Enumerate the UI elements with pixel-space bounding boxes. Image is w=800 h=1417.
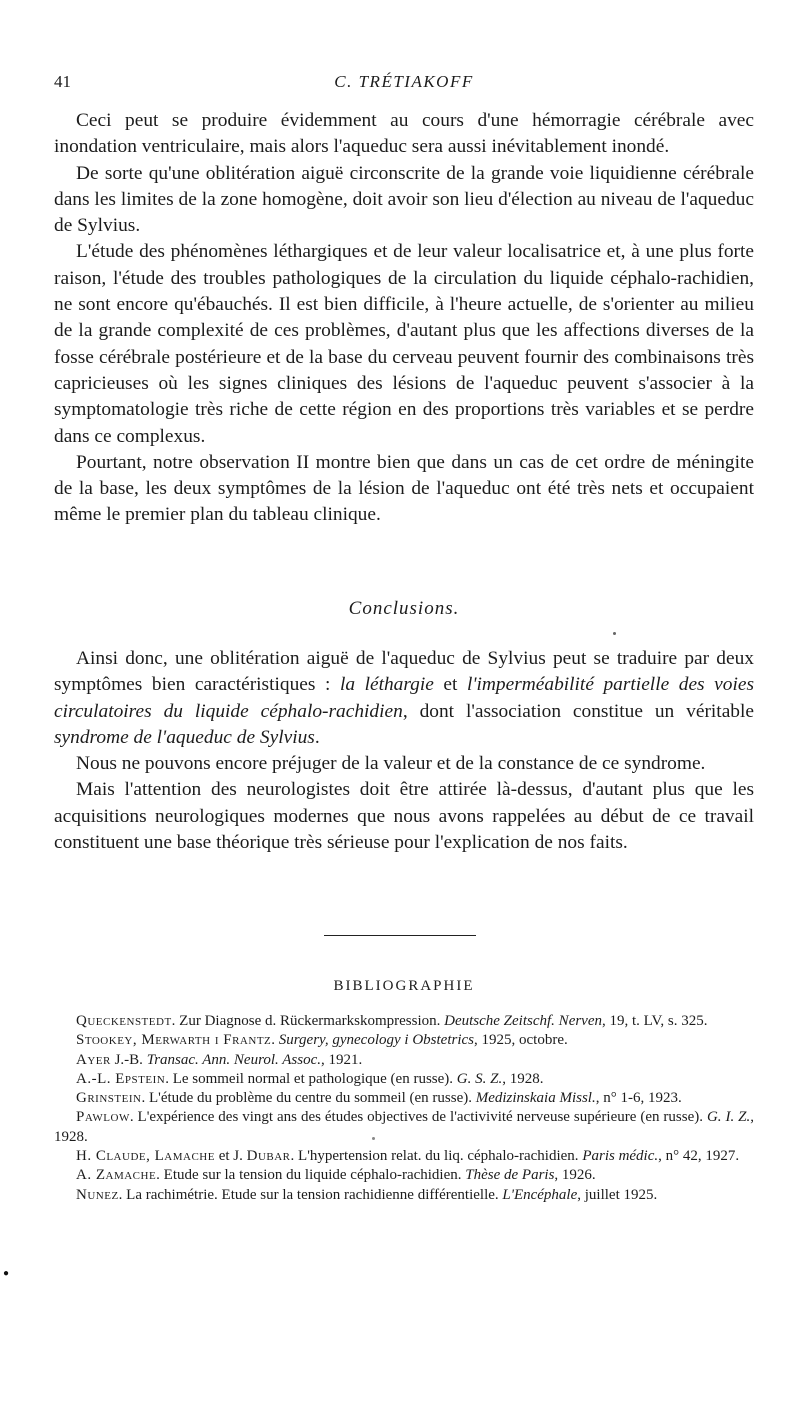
margin-bullet-icon: ●: [3, 1268, 10, 1279]
emphasis: la léthargie: [339, 674, 434, 696]
entry-text: . L'hypertension relat. du liq. céphalo-rachidien.: [290, 1148, 583, 1165]
bibliography-entry: [54, 1031, 754, 1050]
entry-text: .: [271, 1032, 279, 1049]
section-title: Conclusions.: [348, 598, 460, 619]
entry-source: Surgery, gynecology i Obstetrics: [278, 1032, 474, 1049]
entry-rest: , 1921.: [321, 1051, 363, 1068]
page-header: [54, 72, 754, 96]
entry-rest: , n° 1-6, 1923.: [595, 1090, 682, 1107]
paragraph: [54, 646, 754, 751]
paragraph: Pourtant, notre observation II montre bien que dans un cas de cet ordre de méningite de la base, les deux symptômes de la lésion de l'aqueduc ont été très nets et occupaient même le premier plan du tableau clinique.: [54, 451, 754, 526]
entry-text: . L'expérience des vingt ans des études objectives de l'activivité nerveuse supérieure (en russe).: [129, 1109, 707, 1126]
text-run: , dont l'association constitue un véritable: [402, 700, 754, 722]
bibliography-list: [54, 1012, 754, 1205]
print-speck: [372, 1137, 375, 1140]
entry-text: J.-B.: [110, 1051, 147, 1068]
print-speck: [613, 632, 616, 635]
bibliography-entry: [54, 1012, 754, 1031]
paragraph: De sorte qu'une oblitération aiguë circonscrite de la grande voie liquidienne cérébrale dans les limites de la zone homogène, doit avoir son lieu d'élection au niveau de l'aqueduc de Sylvius.: [54, 162, 754, 237]
bibliography-entry: [54, 1186, 754, 1205]
entry-rest: , n° 42, 1927.: [658, 1148, 740, 1165]
entry-author: Stookey, Merwarth i Frantz: [76, 1032, 272, 1049]
page-number: 41: [54, 72, 71, 91]
entry-author: Pawlow: [76, 1109, 130, 1126]
entry-rest: , 1926.: [554, 1167, 596, 1184]
emphasis: l'imperméabilité partielle des voies circulatoires du liquide céphalo-rachidien: [54, 674, 754, 722]
text-run: Ainsi donc, une oblitération aiguë de l'aqueduc de Sylvius peut se traduire par deux symptômes bien caractéristiques :: [54, 648, 754, 696]
entry-source: Thèse de Paris: [465, 1167, 555, 1184]
entry-rest: , 1925, octobre.: [474, 1032, 568, 1049]
entry-author: A.-L. Epstein: [76, 1070, 166, 1087]
entry-author: Nunez: [76, 1186, 119, 1203]
bibliography-entry: [54, 1108, 754, 1147]
paragraph: Ceci peut se produire évidemment au cours d'une hémorragie cérébrale avec inondation ventriculaire, mais alors l'aqueduc sera aussi inévitablement inondé.: [54, 110, 754, 158]
bibliography-entry: [54, 1147, 754, 1166]
bibliography-title: BIBLIOGRAPHIE: [333, 978, 475, 994]
entry-rest: , 19, t. LV, s. 325.: [602, 1013, 708, 1029]
conclusions-section: [54, 646, 754, 856]
running-head: C. TRÉTIAKOFF: [334, 72, 474, 91]
entry-rest: , juillet 1925.: [577, 1186, 658, 1203]
entry-rest: , 1928.: [502, 1070, 544, 1087]
paragraph: Nous ne pouvons encore préjuger de la valeur et de la constance de ce syndrome.: [76, 753, 706, 775]
entry-source: L'Encéphale: [502, 1186, 578, 1203]
bibliography-entry: [54, 1166, 754, 1185]
entry-text: . Zur Diagnose d. Rückermarkskompression.: [171, 1013, 445, 1029]
entry-source: G. S. Z.: [456, 1070, 503, 1087]
entry-source: G. I. Z.: [706, 1109, 751, 1126]
entry-text: . La rachimétrie. Etude sur la tension rachidienne différentielle.: [118, 1186, 503, 1203]
text-run: et: [433, 674, 467, 696]
paragraph: Mais l'attention des neurologistes doit être attirée là-dessus, d'autant plus que les acquisitions neurologiques modernes que nous avons rappelées au début de ce travail constituent une base théorique très sérieuse pour l'explication de nos faits.: [54, 779, 754, 854]
entry-author: Queckenstedt: [76, 1013, 172, 1029]
entry-text: . Etude sur la tension du liquide céphalo-rachidien.: [156, 1167, 466, 1184]
entry-text: et J.: [214, 1148, 247, 1165]
entry-author: Ayer: [76, 1051, 111, 1068]
paragraph: L'étude des phénomènes léthargiques et de leur valeur localisatrice et, à une plus forte raison, l'étude des troubles pathologiques de la circulation du liquide céphalo-rachidien, ne sont encore qu'ébauchés. Il est bien difficile, à l'heure actuelle, de s'orienter au milieu de la grande complexité de ces problèmes, d'autant plus que les affections diverses de la fosse cérébrale postérieure et de la base du cerveau peuvent fournir des combinaisons très capricieuses où les signes cliniques des lésions de l'aqueduc peuvent s'associer à la symptomatologie très riche de cette région en des proportions très variables et se perdre dans ce complexus.: [54, 241, 754, 447]
entry-author: H. Claude, Lamache: [76, 1148, 215, 1165]
bibliography-entry: [54, 1070, 754, 1089]
entry-rest: , 1928.: [54, 1109, 754, 1145]
bibliography-entry: [54, 1089, 754, 1108]
body-text: [54, 108, 754, 529]
entry-text: . L'étude du problème du centre du sommeil (en russe).: [141, 1090, 476, 1107]
separator-rule: [324, 935, 476, 936]
entry-source: Medizinskaia Missl.: [475, 1090, 596, 1107]
text-run: .: [314, 726, 320, 748]
bibliography-entry: [54, 1051, 754, 1070]
entry-author: Dubar: [246, 1148, 291, 1165]
entry-author: A. Zamache: [76, 1167, 157, 1184]
entry-text: . Le sommeil normal et pathologique (en russe).: [165, 1070, 457, 1087]
emphasis: syndrome de l'aqueduc de Sylvius: [54, 726, 315, 748]
entry-source: Paris médic.: [582, 1148, 659, 1165]
entry-source: Deutsche Zeitschf. Nerven: [444, 1013, 602, 1029]
entry-source: Transac. Ann. Neurol. Assoc.: [146, 1051, 322, 1068]
entry-author: Grinstein: [76, 1090, 142, 1107]
